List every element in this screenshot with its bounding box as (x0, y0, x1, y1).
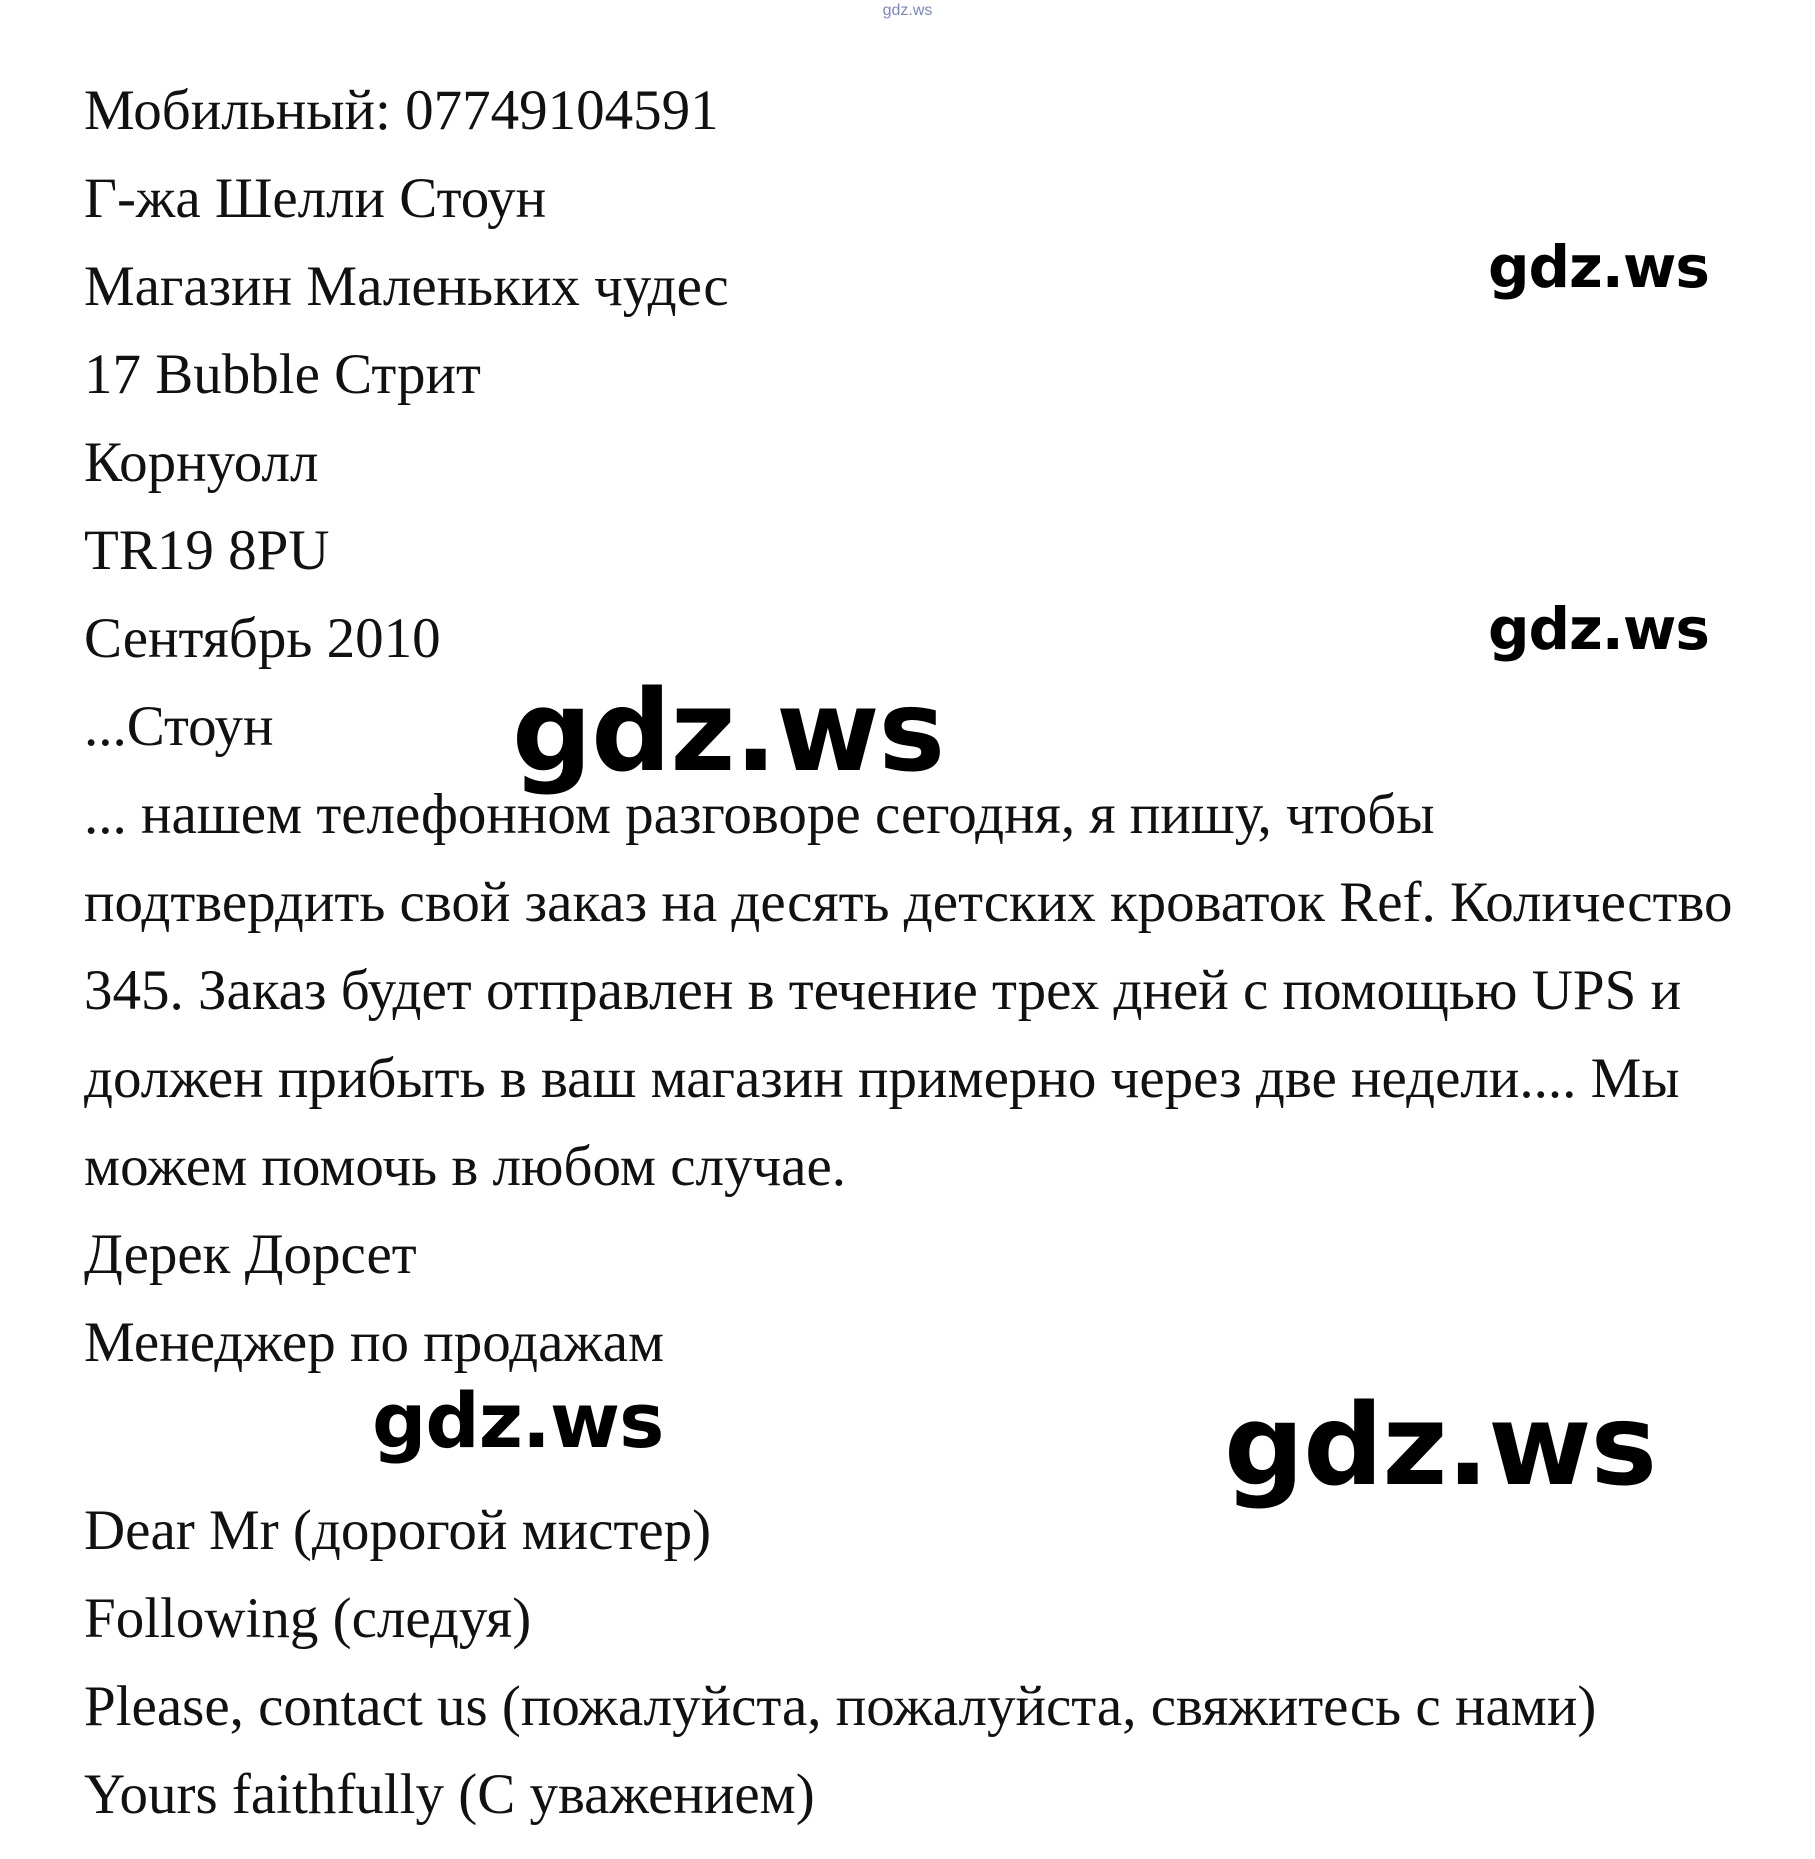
county: Корнуолл (84, 431, 319, 494)
watermark: gdz.ws (1224, 1381, 1657, 1511)
letter-date: Сентябрь 2010 (84, 607, 441, 670)
letter-header (84, 67, 1804, 771)
watermark: gdz.ws (372, 1376, 664, 1465)
signature-block (84, 1211, 1804, 1387)
body-line: ... нашем телефонном разговоре сегодня, я пишу, чтобы (84, 783, 1435, 846)
vocab-item: Yours faithfully (С уважением) (84, 1763, 815, 1826)
letter-body (84, 771, 1804, 1211)
shop-name: Магазин Маленьких чудес (84, 255, 729, 318)
watermark: gdz.ws (512, 667, 945, 797)
letter-document (84, 67, 1804, 1839)
body-line: подтвердить свой заказ на десять детских кроваток Ref. Количество (84, 871, 1733, 934)
salutation: ...Стоун (84, 695, 274, 758)
signature-name: Дерек Дорсет (84, 1223, 417, 1286)
body-line: должен прибыть в ваш магазин примерно через две недели.... Мы (84, 1047, 1680, 1110)
vocab-item: Please, contact us (пожалуйста, пожалуйста, свяжитесь с нами) (84, 1675, 1597, 1738)
vocabulary-list (84, 1487, 1804, 1839)
postcode: TR19 8PU (84, 519, 330, 582)
watermark: gdz.ws (1488, 233, 1709, 301)
signature-title: Менеджер по продажам (84, 1311, 665, 1374)
recipient-name: Г-жа Шелли Стоун (84, 167, 547, 230)
vocab-item: Following (следуя) (84, 1587, 532, 1650)
body-line: можем помочь в любом случае. (84, 1135, 847, 1198)
mobile-line: Мобильный: 07749104591 (84, 79, 719, 142)
top-watermark: gdz.ws (882, 2, 933, 19)
street-address: 17 Bubble Стрит (84, 343, 481, 406)
body-line: 345. Заказ будет отправлен в течение трех дней с помощью UPS и (84, 959, 1682, 1022)
watermark: gdz.ws (1488, 595, 1709, 663)
vocab-item: Dear Mr (дорогой мистер) (84, 1499, 712, 1562)
